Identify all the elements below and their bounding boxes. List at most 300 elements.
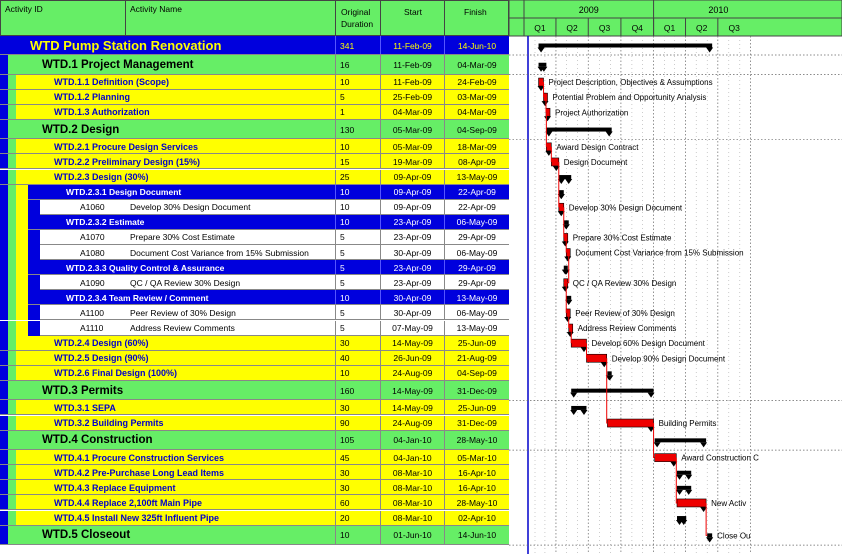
original-duration: 10 <box>340 187 350 198</box>
indent-band <box>16 200 28 215</box>
column-divider <box>380 215 381 230</box>
column-divider <box>444 400 445 415</box>
wbs-row[interactable] <box>0 351 509 366</box>
original-duration: 30 <box>340 467 350 478</box>
original-duration: 10 <box>340 368 350 379</box>
original-duration: 1 <box>340 107 345 118</box>
column-header-label: Duration <box>341 19 374 29</box>
bar-label: Potential Problem and Opportunity Analysis <box>552 93 707 103</box>
indent-band <box>0 260 8 275</box>
column-divider <box>380 55 381 75</box>
column-header-finish[interactable] <box>444 0 509 36</box>
activity-bar <box>607 419 653 427</box>
activity-row[interactable] <box>0 305 509 320</box>
summary-marker <box>685 490 692 495</box>
indent-band <box>8 245 16 260</box>
column-divider <box>444 139 445 154</box>
column-divider <box>444 321 445 336</box>
indent-band <box>16 275 28 290</box>
column-divider <box>444 366 445 381</box>
wbs-row[interactable] <box>0 366 509 381</box>
indent-band <box>8 260 16 275</box>
column-divider <box>380 230 381 245</box>
column-divider <box>380 75 381 90</box>
wbs-row[interactable] <box>0 36 509 55</box>
start-date: 25-Feb-09 <box>392 92 433 103</box>
activity-id: A1080 <box>80 247 105 258</box>
activity-name: Develop 30% Design Document <box>130 202 251 213</box>
start-date: 30-Apr-09 <box>393 247 432 258</box>
finish-date: 22-Apr-09 <box>458 187 496 198</box>
original-duration: 160 <box>340 385 355 396</box>
finish-date: 29-Apr-09 <box>458 262 496 273</box>
column-divider <box>380 305 381 320</box>
indent-band <box>28 305 40 320</box>
activity-bar <box>655 454 677 462</box>
column-divider <box>380 480 381 495</box>
wbs-name: WTD.5 Closeout <box>42 529 131 542</box>
bar-marker <box>542 101 549 106</box>
summary-bar <box>559 190 564 194</box>
column-divider <box>335 200 336 215</box>
column-divider <box>380 495 381 510</box>
finish-date: 06-May-09 <box>456 217 498 228</box>
indent-band <box>8 511 16 526</box>
wbs-name: WTD.2.3.3 Quality Control & Assurance <box>66 262 225 273</box>
original-duration: 10 <box>340 77 350 88</box>
indent-band <box>0 465 8 480</box>
wbs-row[interactable] <box>0 154 509 169</box>
bar-label: QC / QA Review 30% Design <box>572 278 677 288</box>
finish-date: 03-Mar-09 <box>457 92 497 103</box>
indent-band <box>0 275 8 290</box>
start-date: 26-Jun-09 <box>393 353 432 364</box>
original-duration: 130 <box>340 124 355 135</box>
column-header-activity-name[interactable] <box>125 0 336 36</box>
activity-row[interactable] <box>0 275 509 290</box>
indent-band <box>0 381 8 401</box>
wbs-row[interactable] <box>0 465 509 480</box>
indent-band <box>8 305 16 320</box>
wbs-name: WTD.2.3.4 Team Review / Comment <box>66 292 209 303</box>
column-header-original-duration[interactable] <box>335 0 381 36</box>
column-divider <box>444 416 445 431</box>
finish-date: 05-Mar-10 <box>457 452 497 463</box>
quarter-label: Q2 <box>566 23 578 33</box>
summary-marker <box>680 520 687 525</box>
start-date: 08-Mar-10 <box>392 497 433 508</box>
column-divider <box>444 465 445 480</box>
column-divider <box>335 75 336 90</box>
bar-label: Prepare 30% Cost Estimate <box>572 233 672 243</box>
original-duration: 105 <box>340 435 355 446</box>
start-date: 09-Apr-09 <box>393 187 432 198</box>
summary-marker <box>570 393 577 398</box>
column-divider <box>335 351 336 366</box>
activity-bar <box>571 339 586 347</box>
column-divider <box>335 480 336 495</box>
original-duration: 15 <box>340 156 350 167</box>
column-divider <box>380 431 381 451</box>
start-date: 11-Feb-09 <box>393 77 432 88</box>
indent-band <box>0 351 8 366</box>
activity-bar <box>586 354 606 362</box>
column-divider <box>335 120 336 140</box>
start-date: 04-Jan-10 <box>393 435 432 446</box>
bar-label: Develop 90% Design Document <box>611 354 726 364</box>
dependency-link <box>706 503 707 535</box>
wbs-row[interactable] <box>0 400 509 415</box>
finish-date: 24-Feb-09 <box>457 77 497 88</box>
column-divider <box>444 105 445 120</box>
summary-marker <box>685 475 692 480</box>
wbs-row[interactable] <box>0 336 509 351</box>
quarter-label: Q4 <box>631 23 643 33</box>
bar-marker <box>567 332 574 337</box>
original-duration: 5 <box>340 277 345 288</box>
activity-row[interactable] <box>0 230 509 245</box>
summary-marker <box>706 48 713 53</box>
wbs-row[interactable] <box>0 416 509 431</box>
indent-band <box>8 170 16 185</box>
indent-band <box>8 450 16 465</box>
column-divider <box>380 511 381 526</box>
wbs-name: WTD Pump Station Renovation <box>30 38 222 53</box>
indent-band <box>8 200 16 215</box>
original-duration: 10 <box>340 292 350 303</box>
finish-date: 16-Apr-10 <box>458 467 496 478</box>
column-divider <box>380 185 381 200</box>
row-divider <box>0 544 509 545</box>
start-date: 08-Mar-10 <box>392 482 433 493</box>
start-date: 19-Mar-09 <box>392 156 433 167</box>
activity-name: Address Review Comments <box>130 323 235 334</box>
column-divider <box>380 154 381 169</box>
indent-band <box>8 400 16 415</box>
start-date: 14-May-09 <box>392 385 433 396</box>
wbs-name: WTD.1.2 Planning <box>54 92 131 103</box>
column-divider <box>380 416 381 431</box>
wbs-name: WTD.4.5 Install New 325ft Influent Pipe <box>54 513 220 524</box>
column-divider <box>335 526 336 546</box>
finish-date: 25-Jun-09 <box>457 338 497 349</box>
wbs-row[interactable] <box>0 290 509 305</box>
activity-row[interactable] <box>0 245 509 260</box>
column-divider <box>444 215 445 230</box>
wbs-row[interactable] <box>0 55 509 75</box>
summary-marker <box>676 490 683 495</box>
activity-row[interactable] <box>0 321 509 336</box>
column-divider <box>335 465 336 480</box>
column-divider <box>444 480 445 495</box>
summary-bar <box>677 516 686 520</box>
finish-date: 21-Aug-09 <box>457 353 497 364</box>
start-date: 23-Apr-09 <box>393 232 432 243</box>
column-divider <box>380 526 381 546</box>
summary-marker <box>706 537 713 542</box>
finish-date: 22-Apr-09 <box>458 202 496 213</box>
column-divider <box>335 90 336 105</box>
quarter-label: Q1 <box>534 23 546 33</box>
column-divider <box>380 170 381 185</box>
bar-label: Document Cost Variance from 15% Submission <box>575 248 744 258</box>
summary-bar <box>677 486 691 490</box>
summary-bar <box>566 296 571 300</box>
summary-bar <box>539 44 713 48</box>
column-divider <box>335 55 336 75</box>
column-divider <box>444 55 445 75</box>
column-divider <box>444 154 445 169</box>
original-duration: 30 <box>340 338 350 349</box>
activity-bar <box>539 78 544 86</box>
wbs-row[interactable] <box>0 105 509 120</box>
column-divider <box>335 245 336 260</box>
start-date: 05-Mar-09 <box>392 141 433 152</box>
dependency-link <box>654 423 655 458</box>
column-header-label: Original <box>341 7 371 17</box>
indent-band <box>28 230 40 245</box>
indent-band <box>0 245 8 260</box>
column-divider <box>380 90 381 105</box>
wbs-name: WTD.2.3.1 Design Document <box>66 187 182 198</box>
activity-bar <box>546 143 551 151</box>
original-duration: 5 <box>340 307 345 318</box>
column-divider <box>380 200 381 215</box>
quarter-label: Q2 <box>696 23 708 33</box>
summary-marker <box>654 442 661 447</box>
start-date: 24-Aug-09 <box>392 418 433 429</box>
summary-bar <box>546 128 611 132</box>
activity-id: A1090 <box>80 277 105 288</box>
column-header-label: Activity ID <box>5 4 43 14</box>
gantt-chart[interactable] <box>509 0 842 554</box>
wbs-row[interactable] <box>0 526 509 546</box>
indent-band <box>16 305 28 320</box>
indent-band <box>0 366 8 381</box>
wbs-row[interactable] <box>0 139 509 154</box>
indent-band <box>8 480 16 495</box>
column-divider <box>444 526 445 546</box>
bar-label: Building Permits <box>658 419 717 429</box>
finish-date: 06-May-09 <box>456 307 498 318</box>
column-divider <box>444 275 445 290</box>
wbs-name: WTD.2.2 Preliminary Design (15%) <box>54 156 201 167</box>
bar-marker <box>562 241 569 246</box>
start-date: 04-Jan-10 <box>393 452 432 463</box>
indent-band <box>8 366 16 381</box>
wbs-row[interactable] <box>0 495 509 510</box>
indent-band <box>8 230 16 245</box>
wbs-name: WTD.3.2 Building Permits <box>54 418 164 429</box>
indent-band <box>0 120 8 140</box>
indent-band <box>8 185 16 200</box>
summary-marker <box>565 179 572 184</box>
activity-name: Prepare 30% Cost Estimate <box>130 232 235 243</box>
finish-date: 18-Mar-09 <box>457 141 497 152</box>
indent-band <box>0 200 8 215</box>
column-divider <box>335 170 336 185</box>
start-date: 08-Mar-10 <box>392 513 433 524</box>
wbs-row[interactable] <box>0 90 509 105</box>
indent-band <box>16 230 28 245</box>
wbs-row[interactable] <box>0 431 509 451</box>
indent-band <box>16 321 28 336</box>
bar-marker <box>564 257 571 262</box>
start-date: 01-Jun-10 <box>393 530 432 541</box>
wbs-name: WTD.2.3.2 Estimate <box>66 217 145 228</box>
indent-band <box>0 90 8 105</box>
bar-label: Award Construction C <box>681 453 759 463</box>
wbs-name: WTD.1.1 Definition (Scope) <box>54 77 170 88</box>
indent-band <box>0 215 8 230</box>
indent-band <box>8 495 16 510</box>
finish-date: 13-May-09 <box>456 323 498 334</box>
wbs-row[interactable] <box>0 450 509 465</box>
quarter-label: Q1 <box>663 23 676 33</box>
column-divider <box>380 105 381 120</box>
column-divider <box>335 511 336 526</box>
summary-bar <box>571 406 586 410</box>
column-divider <box>380 36 381 55</box>
indent-band <box>8 75 16 90</box>
column-divider <box>444 245 445 260</box>
bar-label: Project Authorization <box>555 108 629 118</box>
original-duration: 30 <box>340 482 350 493</box>
column-divider <box>380 321 381 336</box>
wbs-row[interactable] <box>0 185 509 200</box>
column-divider <box>335 366 336 381</box>
indent-band <box>8 154 16 169</box>
activity-row[interactable] <box>0 200 509 215</box>
column-divider <box>380 381 381 401</box>
activity-id: A1060 <box>80 202 105 213</box>
wbs-name: WTD.4.2 Pre-Purchase Long Lead Items <box>54 467 225 478</box>
column-divider <box>380 275 381 290</box>
column-divider <box>335 275 336 290</box>
summary-marker <box>700 442 707 447</box>
wbs-name: WTD.4.4 Replace 2,100ft Main Pipe <box>54 497 203 508</box>
activity-bar <box>551 158 558 166</box>
column-divider <box>444 185 445 200</box>
indent-band <box>8 321 16 336</box>
original-duration: 40 <box>340 353 350 364</box>
wbs-row[interactable] <box>0 120 509 140</box>
bar-label: Award Design Contract <box>556 142 639 152</box>
wbs-row[interactable] <box>0 381 509 401</box>
column-divider <box>335 431 336 451</box>
indent-band <box>0 305 8 320</box>
indent-band <box>16 290 28 305</box>
indent-band <box>0 75 8 90</box>
start-date: 14-May-09 <box>392 338 433 349</box>
start-date: 23-Apr-09 <box>393 262 432 273</box>
activity-name: Document Cost Variance from 15% Submission <box>130 247 309 258</box>
summary-bar <box>559 175 571 179</box>
indent-band <box>0 154 8 169</box>
wbs-row[interactable] <box>0 75 509 90</box>
bar-marker <box>562 287 569 292</box>
indent-band <box>0 336 8 351</box>
start-date: 30-Apr-09 <box>393 292 432 303</box>
column-divider <box>380 351 381 366</box>
column-divider <box>335 290 336 305</box>
column-divider <box>444 336 445 351</box>
column-divider <box>380 260 381 275</box>
original-duration: 25 <box>340 172 350 183</box>
summary-marker <box>676 475 683 480</box>
column-header-start[interactable] <box>380 0 445 36</box>
finish-date: 04-Mar-09 <box>457 59 497 70</box>
indent-band <box>0 526 8 546</box>
finish-date: 13-May-09 <box>456 292 498 303</box>
column-divider <box>335 260 336 275</box>
wbs-row[interactable] <box>0 480 509 495</box>
summary-bar <box>707 533 712 537</box>
column-divider <box>380 139 381 154</box>
quarter-label: Q3 <box>728 23 740 33</box>
column-divider <box>444 75 445 90</box>
original-duration: 20 <box>340 513 350 524</box>
column-divider <box>335 139 336 154</box>
start-date: 14-May-09 <box>392 402 433 413</box>
finish-date: 04-Sep-09 <box>457 124 497 135</box>
wbs-row[interactable] <box>0 170 509 185</box>
column-divider <box>335 36 336 55</box>
column-divider <box>335 321 336 336</box>
original-duration: 45 <box>340 452 350 463</box>
wbs-name: WTD.2.6 Final Design (100%) <box>54 368 178 379</box>
column-header-label: Finish <box>464 7 487 17</box>
column-divider <box>380 400 381 415</box>
original-duration: 90 <box>340 418 350 429</box>
original-duration: 341 <box>340 40 355 51</box>
bar-label: Project Description, Objectives & Assumptions <box>548 78 713 88</box>
summary-marker <box>570 410 577 415</box>
column-header-label: Start <box>404 7 422 17</box>
wbs-name: WTD.2.5 Design (90%) <box>54 353 149 364</box>
activity-id: A1070 <box>80 232 105 243</box>
wbs-row[interactable] <box>0 260 509 275</box>
column-header-activity-id[interactable] <box>0 0 126 36</box>
column-divider <box>444 260 445 275</box>
column-divider <box>380 366 381 381</box>
original-duration: 10 <box>340 202 350 213</box>
indent-band <box>0 511 8 526</box>
indent-band <box>0 416 8 431</box>
finish-date: 31-Dec-09 <box>457 418 497 429</box>
column-divider <box>335 185 336 200</box>
finish-date: 14-Jun-10 <box>457 40 497 51</box>
column-divider <box>380 245 381 260</box>
indent-band <box>8 416 16 431</box>
bar-label: Peer Review of 30% Design <box>575 308 675 318</box>
wbs-name: WTD.3.1 SEPA <box>54 402 116 413</box>
indent-band <box>28 321 40 336</box>
bar-label: Develop 30% Design Document <box>568 203 683 213</box>
bar-label: Close Ou <box>717 531 751 541</box>
indent-band <box>16 215 28 230</box>
original-duration: 10 <box>340 530 350 541</box>
original-duration: 16 <box>340 59 350 70</box>
column-divider <box>335 450 336 465</box>
wbs-row[interactable] <box>0 511 509 526</box>
summary-bar <box>564 220 569 224</box>
indent-band <box>16 185 28 200</box>
wbs-name: WTD.4.1 Procure Construction Services <box>54 452 225 463</box>
wbs-row[interactable] <box>0 215 509 230</box>
column-divider <box>444 120 445 140</box>
column-divider <box>335 215 336 230</box>
